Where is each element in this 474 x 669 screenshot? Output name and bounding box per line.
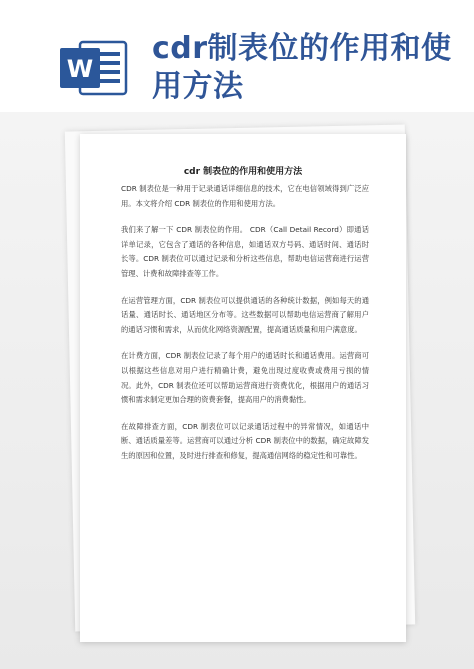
header-banner bbox=[0, 0, 474, 112]
document-title: cdr 制表位的作用和使用方法 bbox=[183, 167, 303, 177]
paragraph-purpose: 我们来了解一下 CDR 制表位的作用。 CDR（Call Detail Record）即通话详单记录，它包含了通话的各种信息，如通话双方号码、通话时间、通话时长等。CDR 制表位可以通过记录和分析这些信息，帮助电信运营商进行运营管理、计费和故障排查等工作。 bbox=[121, 225, 369, 278]
banner-title: cdr制表位的作用和使用方法 bbox=[152, 31, 452, 104]
paragraph-operations: 在运营管理方面，CDR 制表位可以提供通话的各种统计数据，例如每天的通话量、通话时长、通话地区分布等。这些数据可以帮助电信运营商了解用户的通话习惯和需求，从而优化网络资源配置，提高通话质量和用户满意度。 bbox=[121, 295, 369, 334]
paragraph-billing: 在计费方面，CDR 制表位记录了每个用户的通话时长和通话费用。运营商可以根据这些信息对用户进行精确计费，避免出现过度收费或费用亏损的情况。此外，CDR 制表位还可以帮助运营商进行资费优化，根据用户的通话习惯和需求制定更加合理的资费套餐，提高用户的消费黏性。 bbox=[121, 351, 369, 405]
word-icon-letter: W bbox=[66, 55, 94, 83]
paragraph-intro: CDR 制表位是一种用于记录通话详细信息的技术，它在电信领域得到广泛应用。本文将介绍 CDR 制表位的作用和使用方法。 bbox=[121, 184, 369, 208]
document-page bbox=[80, 134, 406, 642]
word-document-icon bbox=[58, 38, 128, 98]
document-body bbox=[121, 182, 369, 476]
paragraph-troubleshooting: 在故障排查方面，CDR 制表位可以记录通话过程中的异常情况，如通话中断、通话质量差等。运营商可以通过分析 CDR 制表位中的数据，确定故障发生的原因和位置，及时进行排查和修复，提高通信网络的稳定性和可靠性。 bbox=[121, 421, 369, 460]
